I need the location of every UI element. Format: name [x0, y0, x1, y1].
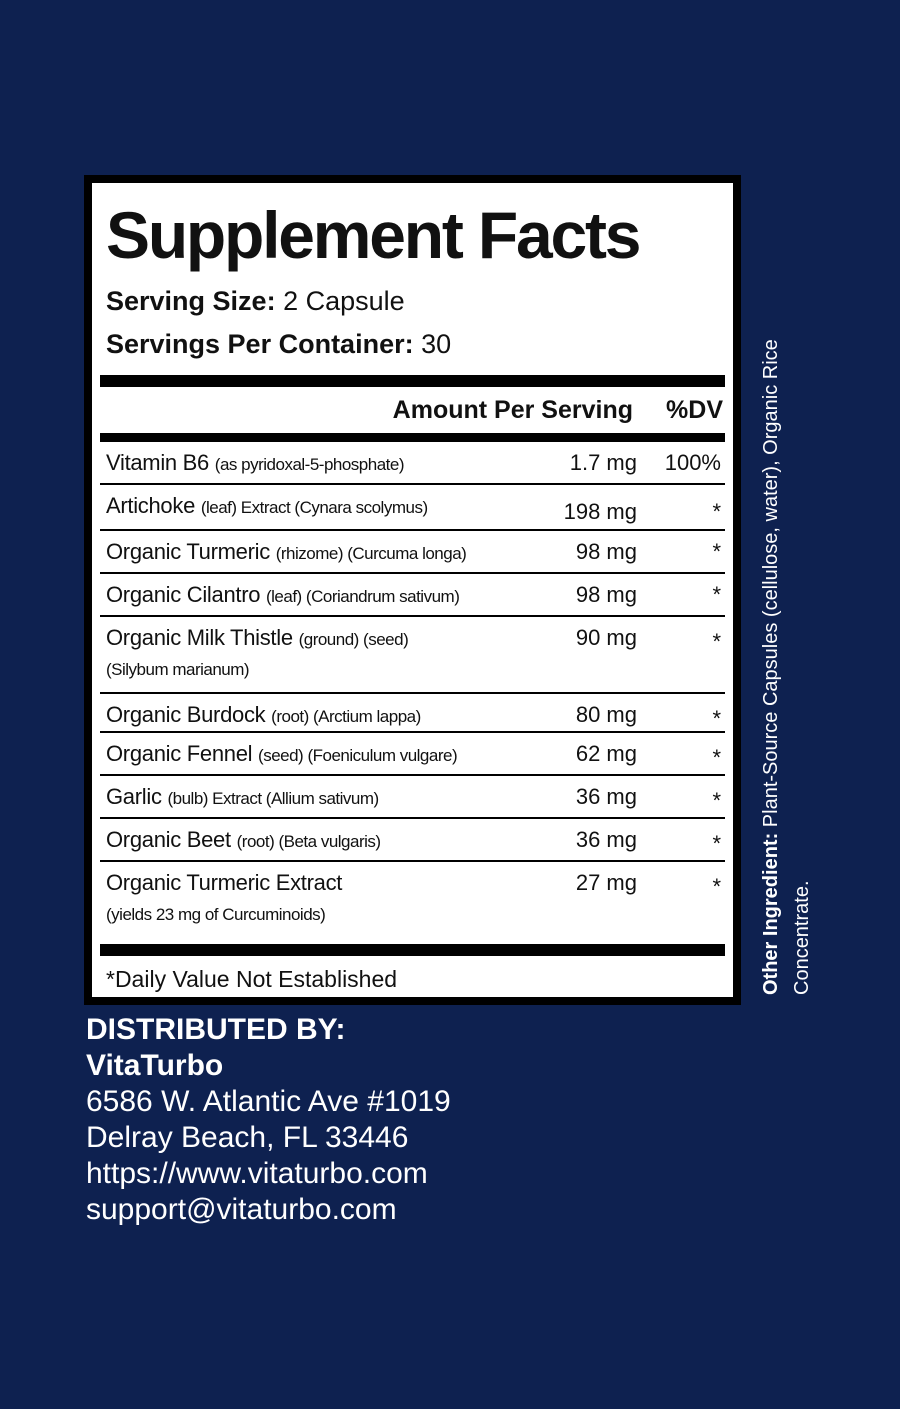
row-amount: 198 mg: [563, 499, 637, 524]
header-amount-per-serving: Amount Per Serving: [392, 396, 633, 424]
distributor-heading: DISTRIBUTED BY:: [86, 1013, 346, 1046]
table-row: [100, 531, 725, 574]
table-row: [100, 819, 725, 862]
row-name: Organic Cilantro (leaf) (Coriandrum sativum): [106, 582, 460, 607]
row-dv: *: [712, 499, 721, 524]
row-amount: 90 mg: [575, 625, 637, 650]
serving-size: [106, 285, 405, 317]
row-amount: 36 mg: [575, 784, 637, 809]
serving-size-value: 2 Capsule: [283, 286, 405, 316]
table-row: [100, 617, 725, 694]
table-row: [100, 733, 725, 776]
supplement-facts-panel: [84, 175, 741, 1005]
table-row: [100, 442, 725, 485]
row-name: Organic Beet (root) (Beta vulgaris): [106, 827, 381, 852]
row-name-line2: (Silybum marianum): [106, 660, 250, 679]
table-row: [100, 574, 725, 617]
row-dv: *: [712, 788, 721, 813]
row-name: Organic Turmeric (rhizome) (Curcuma longa): [106, 539, 467, 564]
distributor-block: [86, 1012, 451, 1228]
row-amount: 1.7 mg: [569, 450, 637, 475]
row-amount: 27 mg: [575, 870, 637, 895]
distributor-email: support@vitaturbo.com: [86, 1193, 397, 1226]
row-name: Organic Turmeric Extract: [106, 870, 343, 895]
table-row: [100, 485, 725, 531]
panel-title: Supplement Facts: [106, 198, 640, 272]
row-dv: *: [712, 539, 721, 564]
other-ingredient: [756, 315, 818, 995]
divider-thick-top: [100, 375, 725, 387]
row-name-line2: (yields 23 mg of Curcuminoids): [106, 905, 326, 924]
supplement-facts-inner: [92, 183, 733, 997]
row-dv: *: [712, 745, 721, 770]
divider-mid: [100, 433, 725, 442]
other-ingredient-text: Plant-Source Capsules (cellulose, water), Organic Rice Concentrate.: [760, 339, 813, 995]
row-dv: *: [712, 831, 721, 856]
divider-thick-bottom: [100, 944, 725, 956]
distributor-name: VitaTurbo: [86, 1049, 224, 1082]
servings-per-container: [106, 328, 451, 360]
row-dv: *: [712, 629, 721, 654]
row-dv: *: [712, 874, 721, 899]
row-amount: 36 mg: [575, 827, 637, 852]
row-name: Organic Burdock (root) (Arctium lappa): [106, 702, 421, 727]
header-daily-value: %DV: [666, 396, 723, 424]
row-amount: 98 mg: [575, 582, 637, 607]
distributor-address1: 6586 W. Atlantic Ave #1019: [86, 1085, 451, 1118]
footnote: *Daily Value Not Established: [106, 966, 398, 992]
row-name: Vitamin B6 (as pyridoxal-5-phosphate): [106, 450, 405, 475]
row-amount: 80 mg: [575, 702, 637, 727]
table-row: [100, 776, 725, 819]
row-name: Artichoke (leaf) Extract (Cynara scolymus): [106, 493, 428, 518]
row-dv: *: [712, 706, 721, 731]
row-name: Organic Fennel (seed) (Foeniculum vulgare): [106, 741, 458, 766]
servings-per-value: 30: [421, 329, 452, 359]
table-row: [100, 862, 725, 942]
servings-per-label: Servings Per Container:: [106, 329, 414, 359]
other-ingredient-label: Other Ingredient:: [760, 832, 782, 995]
row-amount: 98 mg: [575, 539, 637, 564]
row-name: Garlic (bulb) Extract (Allium sativum): [106, 784, 379, 809]
table-row: [100, 694, 725, 733]
row-name: Organic Milk Thistle (ground) (seed): [106, 625, 409, 650]
distributor-address2: Delray Beach, FL 33446: [86, 1121, 409, 1154]
serving-size-label: Serving Size:: [106, 286, 276, 316]
row-dv: 100%: [664, 450, 721, 475]
row-amount: 62 mg: [575, 741, 637, 766]
ingredient-rows: [100, 442, 725, 942]
distributor-website: https://www.vitaturbo.com: [86, 1157, 428, 1190]
row-dv: *: [712, 582, 721, 607]
